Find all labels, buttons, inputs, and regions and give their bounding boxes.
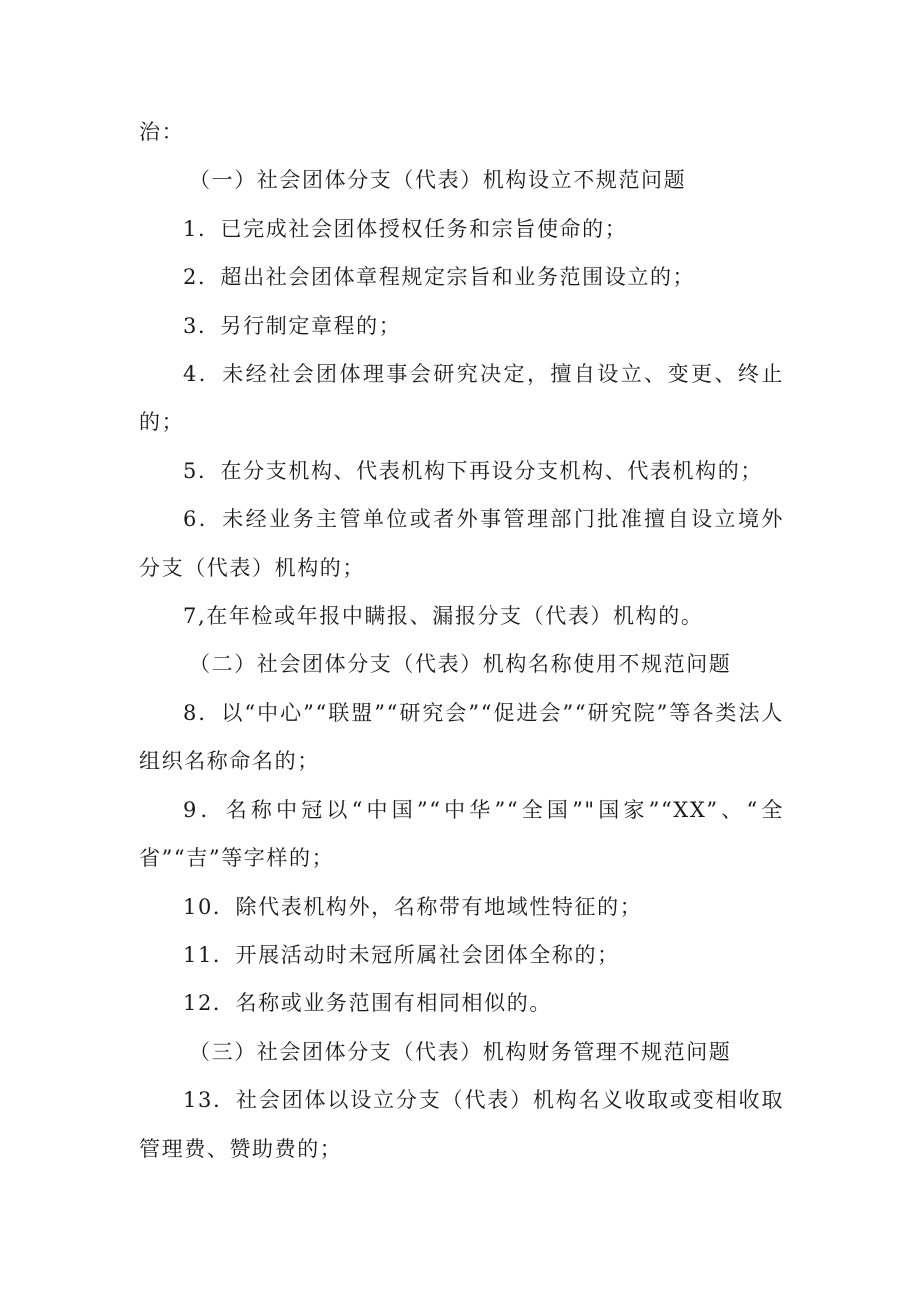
- list-item-1: 1．已完成社会团体授权任务和宗旨使命的；: [183, 216, 628, 241]
- list-item-7: 7,在年检或年报中瞒报、漏报分支（代表）机构的。: [183, 604, 704, 629]
- list-item-11: 11．开展活动时未冠所属社会团体全称的；: [183, 942, 620, 967]
- document-body: [139, 108, 784, 1173]
- section-heading-3: （三）社会团体分支（代表）机构财务管理不规范问题: [189, 1039, 732, 1064]
- list-item-5: 5．在分支机构、代表机构下再设分支机构、代表机构的；: [183, 458, 763, 483]
- paragraph-continuation: 治：: [139, 120, 185, 144]
- list-item-6: 6．未经业务主管单位或者外事管理部门批准擅自设立境外分支（代表）机构的；: [139, 507, 784, 580]
- list-item-3: 3．另行制定章程的；: [183, 313, 402, 338]
- list-item-13: 13．社会团体以设立分支（代表）机构名义收取或变相收取管理费、赞助费的；: [139, 1088, 784, 1161]
- list-item-9: 9．名称中冠以“中国”“中华”“全国”"国家”“XX”、“全省”“吉”等字样的；: [139, 797, 784, 871]
- list-item-2: 2．超出社会团体章程规定宗旨和业务范围设立的；: [183, 265, 696, 290]
- list-item-4: 4．未经社会团体理事会研究决定，擅自设立、变更、终止的；: [139, 362, 784, 435]
- section-heading-1: （一）社会团体分支（代表）机构设立不规范问题: [189, 168, 687, 193]
- list-item-12: 12．名称或业务范围有相同相似的。: [183, 991, 552, 1016]
- section-heading-2: （二）社会团体分支（代表）机构名称使用不规范问题: [189, 652, 732, 677]
- list-item-8: 8．以“中心”“联盟”“研究会”“促进会”“研究院”等各类法人组织名称命名的；: [139, 700, 784, 774]
- list-item-10: 10．除代表机构外，名称带有地域性特征的；: [183, 894, 643, 919]
